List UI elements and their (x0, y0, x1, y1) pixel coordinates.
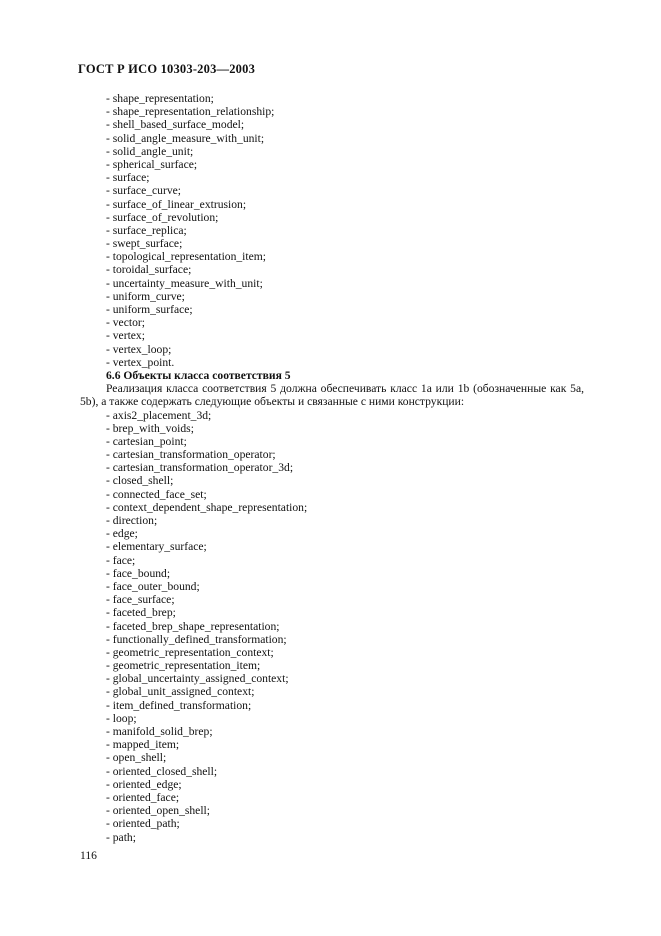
list-item: - surface_curve; (106, 184, 181, 198)
list-item: - vertex; (106, 329, 145, 343)
list-item: - context_dependent_shape_representation; (106, 500, 308, 514)
list-item: - direction; (106, 514, 158, 528)
list-item: - surface_of_revolution; (106, 210, 219, 224)
list-item: - uncertainty_measure_with_unit; (106, 276, 263, 290)
list-item: - faceted_brep; (106, 606, 176, 620)
list-item: - global_uncertainty_assigned_context; (106, 672, 289, 686)
list-item: - topological_representation_item; (106, 250, 267, 264)
list-item: - shell_based_surface_model; (106, 118, 245, 132)
list-item: - connected_face_set; (106, 487, 207, 501)
section-heading: 6.6 Объекты класса соответствия 5 (106, 368, 291, 382)
list-item: - loop; (106, 711, 137, 725)
list-item: - solid_angle_unit; (106, 144, 194, 158)
list-item: - vertex_loop; (106, 342, 172, 356)
list-item: - faceted_brep_shape_representation; (106, 619, 280, 633)
list-item: - face_bound; (106, 566, 171, 580)
entity-list-continued (80, 92, 590, 369)
list-item: - vertex_point. (106, 355, 175, 369)
list-item: - swept_surface; (106, 237, 183, 251)
list-item: - open_shell; (106, 751, 167, 765)
document-header: ГОСТ Р ИСО 10303-203—2003 (78, 62, 256, 76)
entity-list-class-5 (80, 409, 590, 844)
list-item: - geometric_representation_item; (106, 659, 261, 673)
list-item: - mapped_item; (106, 738, 180, 752)
list-item: - surface_replica; (106, 223, 187, 237)
list-item: - elementary_surface; (106, 540, 207, 554)
list-item: - oriented_closed_shell; (106, 764, 218, 778)
list-item: - brep_with_voids; (106, 421, 194, 435)
list-item: - edge; (106, 527, 138, 541)
list-item: - oriented_open_shell; (106, 804, 210, 818)
list-item: - face; (106, 553, 136, 567)
list-item: - toroidal_surface; (106, 263, 192, 277)
list-item: - uniform_curve; (106, 289, 185, 303)
list-item: - item_defined_transformation; (106, 698, 252, 712)
list-item: - closed_shell; (106, 474, 174, 488)
list-item: - cartesian_point; (106, 434, 187, 448)
list-item: - cartesian_transformation_operator; (106, 448, 276, 462)
list-item: - shape_representation_relationship; (106, 105, 275, 119)
list-item: - surface_of_linear_extrusion; (106, 197, 247, 211)
list-item: - cartesian_transformation_operator_3d; (106, 461, 294, 475)
list-item: - axis2_placement_3d; (106, 408, 212, 422)
list-item: - uniform_surface; (106, 303, 193, 316)
list-item: - spherical_surface; (106, 157, 198, 171)
list-item: - path; (106, 830, 136, 844)
page-content (80, 92, 590, 844)
list-item: - global_unit_assigned_context; (106, 685, 255, 699)
list-item: - face_surface; (106, 593, 175, 607)
list-item: - solid_angle_measure_with_unit; (106, 131, 265, 145)
list-item: - oriented_face; (106, 790, 180, 804)
section-paragraph: Реализация класса соответствия 5 должна обеспечивать класс 1a или 1b (обозначенные как 5a, 5b), а также содержать следующие объекты и связанные с ними конструкции: (80, 382, 584, 409)
list-item: - surface; (106, 171, 150, 185)
list-item: - geometric_representation_context; (106, 645, 274, 659)
page-number: 116 (80, 849, 97, 862)
list-item: - oriented_path; (106, 817, 180, 831)
list-item: - manifold_solid_brep; (106, 725, 213, 739)
list-item: - face_outer_bound; (106, 579, 200, 593)
list-item: - vector; (106, 316, 145, 330)
list-item: - functionally_defined_transformation; (106, 632, 287, 646)
list-item: - shape_representation; (106, 92, 214, 105)
list-item: - oriented_edge; (106, 777, 182, 791)
